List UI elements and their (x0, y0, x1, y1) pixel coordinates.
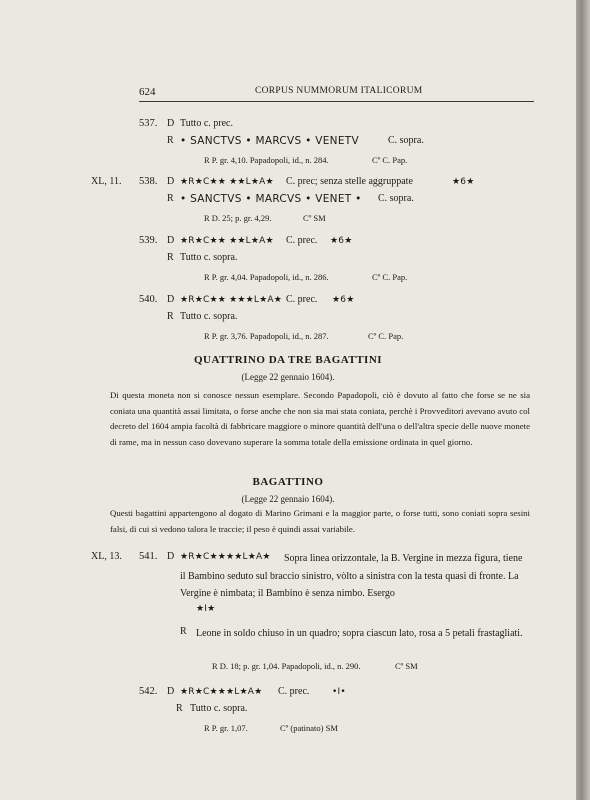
obverse-legend: ★R★C★★★L★A★ (180, 687, 263, 697)
reference: R D. 18; p. gr. 1,04. Papadopoli, id., n. 290. (212, 661, 361, 671)
reverse-text: C. sopra. (388, 135, 424, 146)
book-spine-edge (576, 0, 590, 800)
reference: R D. 25; p. gr. 4,29. (204, 213, 272, 223)
obverse-description: Sopra linea orizzontale, la B. Vergine in mezza figura, tiene il Bambino seduto sul braccio sinistro, vòlto a sinistra con la testa quasi di fronte. La Vergine è nimbata; il Bambino è senza nimbo. Esergo (180, 553, 523, 599)
obverse-text: C. prec. (278, 686, 310, 697)
entry-number: 542. (139, 686, 158, 697)
obverse-text: Tutto c. prec. (180, 118, 233, 129)
plate-reference: XL, 11. (91, 176, 122, 187)
running-title: CORPUS NUMMORUM ITALICORUM (255, 86, 423, 96)
section-heading: BAGATTINO (252, 476, 324, 488)
reverse-text: Tutto c. sopra. (180, 252, 238, 263)
reverse-label: R (167, 252, 174, 263)
collection: Cº C. Pap. (372, 155, 408, 165)
reference: R P. gr. 4,10. Papadopoli, id., n. 284. (204, 155, 329, 165)
collection: Cº C. Pap. (372, 272, 408, 282)
collection: Cº (patinato) SM (280, 723, 338, 733)
exergue: ★I★ (196, 604, 216, 614)
reverse-legend: • SANCTVS • MARCVS • VENETV (180, 135, 359, 147)
obverse-text: C. prec; senza stelle aggruppate (286, 176, 413, 187)
obverse-tail: ★6★ (452, 177, 475, 187)
obverse-legend: ★R★C★★ ★★L★A★ (180, 236, 274, 246)
obverse-legend: ★R★C★★ ★★★L★A★ (180, 295, 282, 305)
obverse-label: D (167, 294, 175, 305)
obverse-tail: ★6★ (330, 236, 353, 246)
obverse-tail: ★6★ (332, 295, 355, 305)
entry-number: 540. (139, 294, 158, 305)
header-rule (139, 101, 534, 102)
obverse-label: D (167, 235, 175, 246)
obverse-legend: ★R★C★★ ★★L★A★ (180, 177, 274, 187)
section-paragraph: Di questa moneta non si conosce nessun esemplare. Secondo Papadopoli, ciò è dovuto al fatto che forse se ne sia coniata una quantità assai limitata, o forse anche che non sia mai stata coniata, perchè i Provveditori avevano avuto col decreto del 1604 ampia facoltà di fabbricare maggiore o minore quantità dell'una o dell'altra specie delle nuove monete di rame, ma in nessun caso dovevano superare la somma totale della emissione ordinata in quel giorno. (110, 390, 530, 447)
obverse-text: C. prec. (286, 235, 318, 246)
section-subtitle: (Legge 22 gennaio 1604). (241, 494, 335, 504)
entry-number: 541. (139, 551, 158, 562)
reverse-label: R (176, 703, 183, 714)
page-number: 624 (139, 86, 156, 98)
section-paragraph: Questi bagattini appartengono al dogato di Marino Grimani e la maggior parte, o forse tutti, sono coniati sopra sesini falsi, di cui si vedono talora le traccie; il peso è quindi assai variabile. (110, 508, 530, 534)
reverse-label: R (167, 135, 174, 146)
collection: Cº SM (395, 661, 418, 671)
obverse-tail: •I• (332, 687, 346, 697)
obverse-label: D (167, 176, 175, 187)
obverse-legend: ★R★C★★★★L★A★ (180, 552, 271, 562)
obverse-label: D (167, 118, 175, 129)
collection: Cº C. Pap. (368, 331, 404, 341)
reverse-text: Tutto c. sopra. (190, 703, 248, 714)
reverse-text: C. sopra. (378, 193, 414, 204)
reference: R P. gr. 3,76. Papadopoli, id., n. 287. (204, 331, 329, 341)
reverse-legend: • SANCTVS • MARCVS • VENET • (180, 193, 362, 205)
reverse-label: R (167, 311, 174, 322)
plate-reference: XL, 13. (91, 551, 122, 562)
reverse-label: R (167, 193, 174, 204)
obverse-text: C. prec. (286, 294, 318, 305)
obverse-label: D (167, 686, 175, 697)
reference: R P. gr. 4,04. Papadopoli, id., n. 286. (204, 272, 329, 282)
entry-number: 537. (139, 118, 158, 129)
entry-number: 539. (139, 235, 158, 246)
reference: R P. gr. 1,07. (204, 723, 248, 733)
entry-number: 538. (139, 176, 158, 187)
obverse-label: D (167, 551, 175, 562)
reverse-text: Tutto c. sopra. (180, 311, 238, 322)
reverse-label: R (180, 626, 187, 637)
collection: Cº SM (303, 213, 326, 223)
reverse-description: Leone in soldo chiuso in un quadro; sopra ciascun lato, rosa a 5 petali frastagliati. (196, 628, 523, 639)
section-subtitle: (Legge 22 gennaio 1604). (241, 372, 335, 382)
section-heading: QUATTRINO DA TRE BAGATTINI (193, 354, 383, 366)
